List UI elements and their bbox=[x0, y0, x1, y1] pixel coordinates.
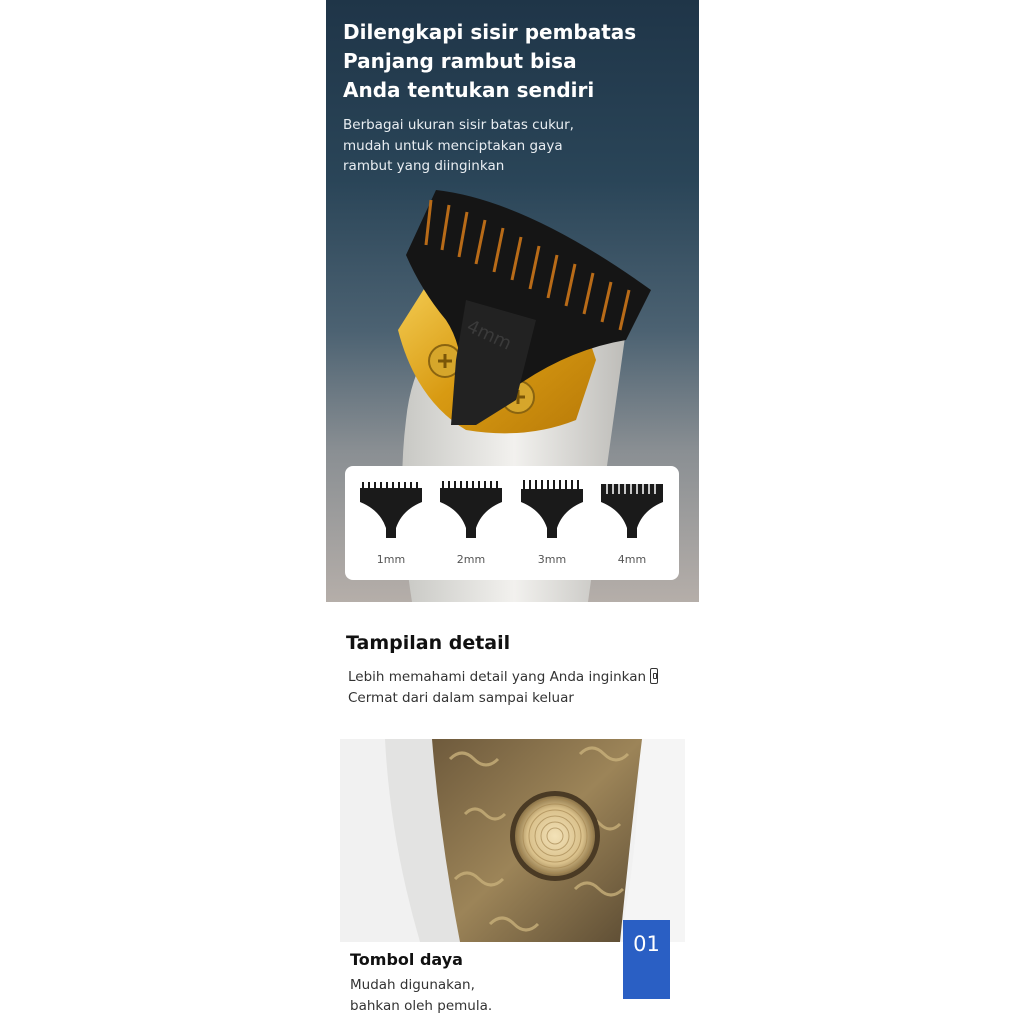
comb-icon bbox=[438, 480, 504, 542]
feature-description-line: bahkan oleh pemula. bbox=[350, 998, 493, 1014]
hero-banner bbox=[326, 0, 699, 602]
hero-title-line: Anda tentukan sendiri bbox=[343, 78, 595, 102]
comb-size-label: 2mm bbox=[456, 553, 486, 566]
feature-title: Tombol daya bbox=[350, 950, 463, 969]
comb-option-3mm bbox=[516, 480, 588, 570]
section-description-line bbox=[348, 667, 658, 688]
hero-subtitle-line: Berbagai ukuran sisir batas cukur, bbox=[343, 117, 574, 133]
product-page bbox=[326, 0, 699, 1024]
feature-number-badge: 01 bbox=[623, 920, 670, 999]
comb-option-2mm bbox=[435, 480, 507, 570]
comb-icon bbox=[358, 480, 424, 542]
comb-icon bbox=[519, 480, 585, 542]
comb-size-label: 1mm bbox=[376, 553, 406, 566]
hero-title-line: Panjang rambut bisa bbox=[343, 49, 577, 73]
section-title: Tampilan detail bbox=[346, 632, 511, 654]
comb-icon bbox=[599, 480, 665, 542]
feature-description-line: Mudah digunakan, bbox=[350, 977, 475, 993]
hero-title bbox=[343, 18, 683, 105]
hero-title-line: Dilengkapi sisir pembatas bbox=[343, 20, 637, 44]
hero-subtitle bbox=[343, 115, 643, 177]
comb-size-label: 4mm bbox=[617, 553, 647, 566]
comb-option-1mm bbox=[355, 480, 427, 570]
comb-option-4mm bbox=[596, 480, 668, 570]
engraved-handle-image bbox=[340, 739, 685, 942]
section-description-line: Cermat dari dalam sampai keluar bbox=[348, 690, 574, 706]
comb-size-card bbox=[345, 466, 679, 580]
section-description-text: Lebih memahami detail yang Anda inginkan bbox=[348, 669, 647, 685]
power-button-closeup bbox=[340, 739, 685, 942]
section-description bbox=[348, 667, 658, 709]
hero-subtitle-line: rambut yang diinginkan bbox=[343, 158, 505, 174]
hero-subtitle-line: mudah untuk menciptakan gaya bbox=[343, 137, 563, 154]
comb-size-label: 3mm bbox=[537, 553, 567, 566]
phone-icon bbox=[650, 668, 658, 684]
guard-size-mark: 4mm bbox=[463, 315, 515, 355]
feature-description bbox=[350, 975, 492, 1017]
